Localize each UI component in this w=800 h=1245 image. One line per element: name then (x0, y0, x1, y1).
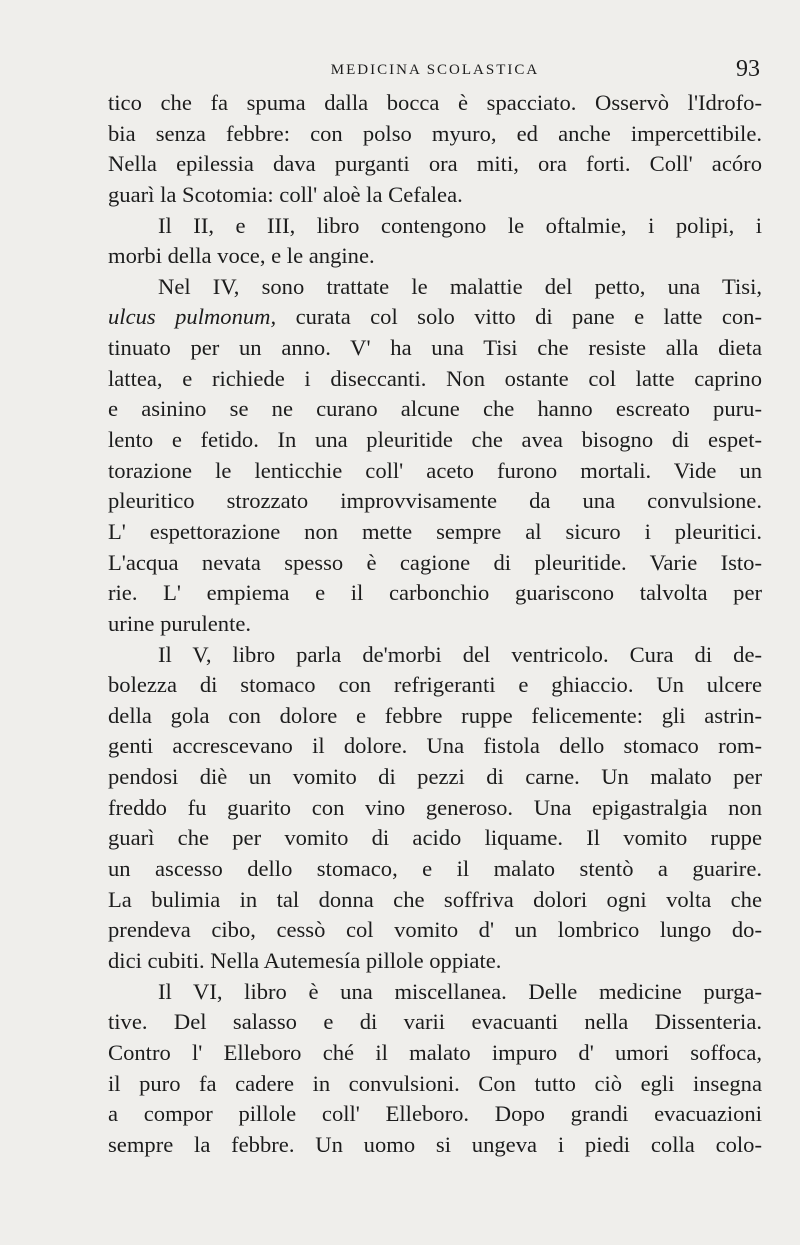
text-line: e asinino se ne curano alcune che hanno escreato puru- (108, 396, 762, 422)
text-line (108, 302, 762, 333)
text-line: dici cubiti. Nella Autemesía pillole oppiate. (108, 947, 502, 973)
text-line: lattea, e richiede i diseccanti. Non ostante col latte caprino (108, 365, 762, 391)
text-line: L'acqua nevata spesso è cagione di pleuritide. Varie Isto- (108, 549, 762, 575)
text-line: lento e fetido. In una pleuritide che avea bisogno di espet- (108, 427, 762, 453)
body-text (108, 88, 762, 1160)
text-line: sempre la febbre. Un uomo si ungeva i piedi colla colo- (108, 1131, 762, 1157)
text-line: prendeva cibo, cessò col vomito d' un lombrico lungo do- (108, 917, 762, 943)
text-line: Il VI, libro è una miscellanea. Delle medicine purga- (158, 978, 762, 1004)
paragraph (108, 211, 762, 272)
text-line: guarì che per vomito di acido liquame. Il vomito ruppe (108, 825, 762, 851)
text-line: il puro fa cadere in convulsioni. Con tutto ciò egli insegna (108, 1070, 762, 1096)
text-line: bia senza febbre: con polso myuro, ed anche impercettibile. (108, 120, 762, 146)
italic-term: ulcus pulmonum, (108, 304, 277, 330)
text-line: rie. L' empiema e il carbonchio guariscono talvolta per (108, 580, 762, 606)
text-line: Contro l' Elleboro ché il malato impuro d' umori soffoca, (108, 1039, 762, 1065)
paragraph (108, 977, 762, 1161)
text-line: Il II, e III, libro contengono le oftalmie, i polipi, i (158, 212, 762, 238)
text-line: Il V, libro parla de'morbi del ventricolo. Cura di de- (158, 641, 762, 667)
text-line: della gola con dolore e febbre ruppe felicemente: gli astrin- (108, 702, 762, 728)
text-line: La bulimia in tal donna che soffriva dolori ogni volta che (108, 886, 762, 912)
text-line: tive. Del salasso e di varii evacuanti nella Dissenteria. (108, 1009, 762, 1035)
page-number: 93 (736, 56, 760, 82)
text-fragment: curata col solo vitto di pane e latte con- (276, 304, 763, 330)
text-line: tico che fa spuma dalla bocca è spacciato. Osservò l'Idrofo- (108, 90, 762, 115)
text-line: guarì la Scotomia: coll' aloè la Cefalea. (108, 181, 463, 207)
running-head: MEDICINA SCOLASTICA (330, 62, 540, 78)
text-line: urine purulente. (108, 610, 252, 636)
text-line: tinuato per un anno. V' ha una Tisi che resiste alla dieta (108, 335, 762, 361)
text-line: pleuritico strozzato improvvisamente da una convulsione. (108, 488, 762, 514)
text-line: morbi della voce, e le angine. (108, 243, 375, 269)
paragraph (108, 640, 762, 977)
text-line: torazione le lenticchie coll' aceto furono mortali. Vide un (108, 457, 762, 483)
paragraph (108, 272, 762, 640)
page-header (110, 56, 760, 86)
paragraph (108, 88, 762, 211)
text-line: Nel IV, sono trattate le malattie del petto, una Tisi, (158, 273, 762, 299)
text-line: pendosi diè un vomito di pezzi di carne. Un malato per (108, 764, 762, 790)
text-line: Nella epilessia dava purganti ora miti, ora forti. Coll' acóro (108, 151, 762, 177)
text-line: L' espettorazione non mette sempre al sicuro i pleuritici. (108, 518, 762, 544)
text-line: un ascesso dello stomaco, e il malato stentò a guarire. (108, 856, 762, 882)
text-line: freddo fu guarito con vino generoso. Una epigastralgia non (108, 794, 762, 820)
text-line: genti accrescevano il dolore. Una fistola dello stomaco rom- (108, 733, 762, 759)
text-line: a compor pillole coll' Elleboro. Dopo grandi evacuazioni (108, 1101, 762, 1127)
text-line: bolezza di stomaco con refrigeranti e ghiaccio. Un ulcere (108, 672, 762, 698)
